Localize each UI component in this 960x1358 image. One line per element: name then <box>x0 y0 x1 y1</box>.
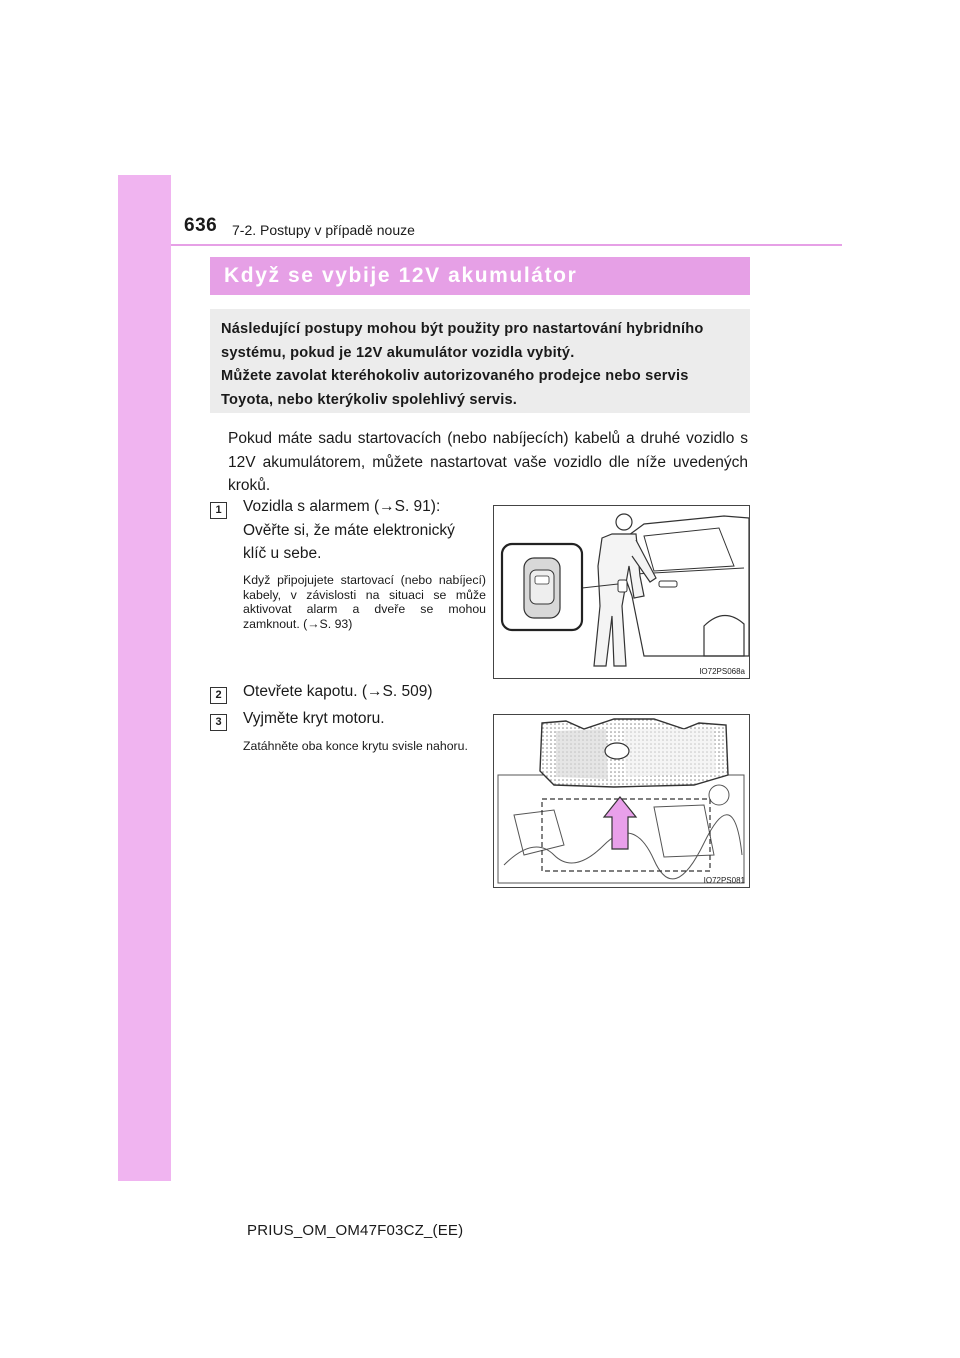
figure-id: IO72PS068a <box>699 667 745 676</box>
step-3-text <box>243 707 385 731</box>
step-3-line: Vyjměte kryt motoru. <box>243 710 385 727</box>
figure-id: IO72PS081 <box>703 876 745 885</box>
page-number: 636 <box>184 215 218 236</box>
intro-line: Následující postupy mohou být použity pro nastartování hybridního <box>221 321 704 337</box>
step-1-text <box>243 495 455 566</box>
intro-line: Můžete zavolat kteréhokoliv autorizovaného prodejce nebo servis <box>221 368 689 384</box>
step-number-2: 2 <box>210 687 227 704</box>
footer-doc-code: PRIUS_OM_OM47F03CZ_(EE) <box>247 1222 464 1239</box>
intro-box <box>210 309 750 413</box>
step-3-note: Zatáhněte oba konce krytu svisle nahoru. <box>243 739 468 753</box>
engine-cover-illustration <box>494 715 749 887</box>
step-1-note: Když připojujete startovací (nebo nabíjecí) kabely, v závislosti na situaci se může aktivovat alarm a dveře se mohou zamknout. (→S. 93) <box>243 573 486 631</box>
intro-line: Toyota, nebo kterýkoliv spolehlivý servis. <box>221 391 518 408</box>
body-paragraph: Pokud máte sadu startovacích (nebo nabíjecích) kabelů a druhé vozidlo s 12V akumulátorem, můžete nastartovat vaše vozidlo dle níže uvedených kroků. <box>228 430 748 494</box>
step-number-1: 1 <box>210 502 227 519</box>
section-title-bar <box>210 257 750 295</box>
section-title: Když se vybije 12V akumulátor <box>224 264 578 287</box>
figure-engine-cover <box>493 714 750 888</box>
step-2-text <box>243 680 433 704</box>
header-rule <box>171 244 842 246</box>
step-1-line: klíč u sebe. <box>243 545 322 562</box>
chapter-title: 7-2. Postupy v případě nouze <box>232 222 415 238</box>
figure-key-alarm <box>493 505 750 679</box>
step-1-line: Vozidla s alarmem (→S. 91): <box>243 498 441 515</box>
side-band <box>118 175 171 1181</box>
step-2-line: Otevřete kapotu. (→S. 509) <box>243 683 433 700</box>
step-1-line: Ověřte si, že máte elektronický <box>243 521 455 539</box>
intro-line: systému, pokud je 12V akumulátor vozidla vybitý. <box>221 344 575 361</box>
step-number-3: 3 <box>210 714 227 731</box>
key-and-door-illustration <box>494 506 749 678</box>
